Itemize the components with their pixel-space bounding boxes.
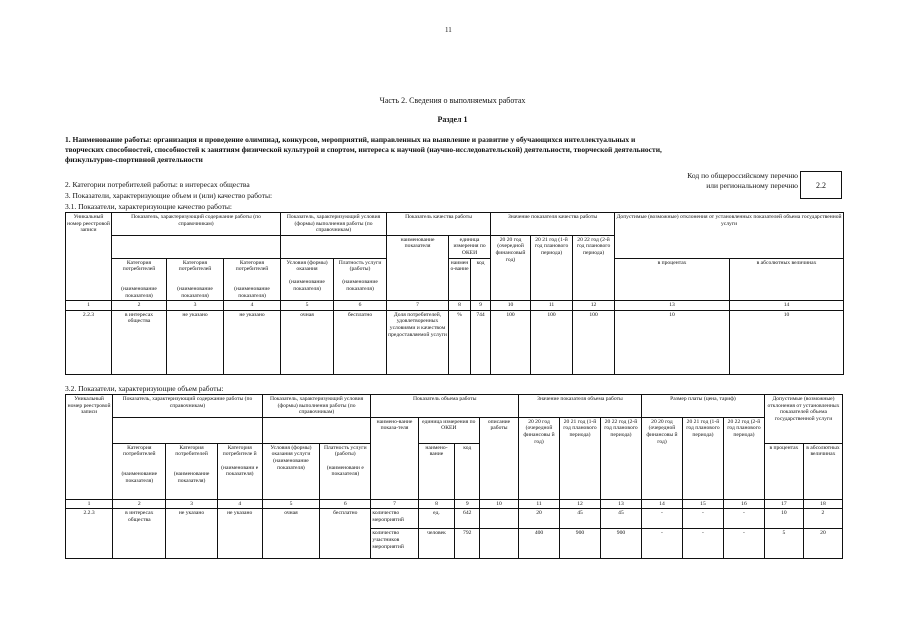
h2-cat3: Категория потребителе й (наименовани е показателя) xyxy=(217,443,262,499)
part-title: Часть 2. Сведения о выполняемых работах xyxy=(379,96,526,105)
h2-fee2: 20 21 год (1-й год планового периода) xyxy=(682,417,723,499)
volume-table xyxy=(65,394,843,559)
page-number: 11 xyxy=(445,26,452,34)
h2-fee1: 20 20 год (очередной финансовы й год) xyxy=(641,417,682,499)
h2-values: Значение показателя объема работы xyxy=(519,395,642,418)
h2-year2: 20 21 год (1-й год планового периода) xyxy=(560,417,601,499)
h2-cond1: Условия (формы) оказания услуги (наименование показателя) xyxy=(262,443,319,499)
h-cat1: Категория потребителей (наименование показателя) xyxy=(112,258,167,301)
h2-desc: описание работы xyxy=(480,417,519,499)
h2-content: Показатель, характеризующий содержание работы (по справочникам) xyxy=(113,395,263,418)
h-indicator-name: наименование показателя xyxy=(387,235,449,300)
column-numbers: 1 2 3 4 5 6 7 8 9 10 11 12 13 14 xyxy=(66,301,844,311)
code-label: Код по общероссийскому перечню или региональному перечню xyxy=(687,171,798,190)
h-unit-code: код xyxy=(471,258,491,301)
column-numbers-2: 1 2 3 4 5 6 7 8 9 10 11 12 13 14 15 16 17 18 xyxy=(66,499,843,509)
h-cat2: Категория потребителей (наименование показателя) xyxy=(167,258,224,301)
h-deviation: Допустимые (возможные) отклонения от установленных показателей объема государственной услуги xyxy=(615,213,844,259)
h2-unit: единица измерения по ОКЕИ xyxy=(418,417,479,443)
h-values: Значение показателя качества работы xyxy=(491,213,615,236)
indicators-heading: 3. Показатели, характеризующие объем и (или) качество работы: xyxy=(65,191,273,200)
h2-cond2: Платность услуги (работы) (наименовани е показателя) xyxy=(320,443,371,499)
h2-cat2: Категория потребителей (наименование показателя) xyxy=(166,443,217,499)
h-abs: в абсолютных величинах xyxy=(730,258,844,301)
h-quality: Показатель качества работы xyxy=(387,213,491,236)
h-unit-name: наимено-вание xyxy=(449,258,471,301)
consumer-categories: 2. Категории потребителей работы: в интересах общества xyxy=(65,180,250,189)
table-row: 2.2.3 в интересах общества не указано не указано очная бесплатно Доля потребителей, удовлетворенных условиями и качеством предоставляемой услуги % 744 100 100 100 10 10 xyxy=(66,310,844,374)
h-cat3: Категория потребителей (наименование показателя) xyxy=(224,258,281,301)
h2-year3: 20 22 год (2-й год планового периода) xyxy=(600,417,641,499)
section-title: Раздел 1 xyxy=(437,115,468,124)
h2-indicator-name: наимено-вание показа-теля xyxy=(371,417,418,499)
h-cond1: Условия (формы) оказания (наименование показателя) xyxy=(281,258,334,301)
h2-unique: Уникальный номер реестровой записи xyxy=(66,395,113,500)
h2-conditions: Показатель, характеризующий условия (формы) выполнения работы (по справочникам) xyxy=(262,395,371,418)
h2-unit-code: код xyxy=(455,443,480,499)
h2-volume: Показатель объема работы xyxy=(371,395,519,418)
h2-year1: 20 20 год (очередной финансовы й год) xyxy=(519,417,560,499)
work-name: 1. Наименование работы: организация и проведение олимпиад, конкурсов, мероприятий, направленных на выявление и развитие у обучающихся интеллектуальных и творческих способностей, способностей к занятиям физической культурой и спортом, интереса к научной (научно-исследовательской) деятельности, творческой деятельности, физкультурно-спортивной деятельности xyxy=(65,135,662,164)
table-row: количество участников мероприятий человек 792 400 900 900 - - - 5 20 xyxy=(66,529,843,559)
h2-fee3: 20 22 год (2-й год планового периода) xyxy=(723,417,764,499)
h-conditions: Показатель, характеризующий условия (формы) выполнения работы (по справочникам) xyxy=(281,213,387,236)
h2-cat1: Категория потребителей (наименование показателя) xyxy=(113,443,166,499)
h2-fee: Размер платы (цена, тариф) xyxy=(641,395,764,418)
h-content: Показатель, характеризующий содержание работы (по справочникам) xyxy=(112,213,281,236)
h-year1: 20 20 год (очередной финансовый год) xyxy=(491,235,531,300)
h-year2: 20 21 год (1-й год планового периода) xyxy=(531,235,573,300)
quality-table xyxy=(65,212,844,375)
h2-unit-name: наимено-вание xyxy=(418,443,455,499)
h-unique: Уникальный номер реестровой записи xyxy=(66,213,112,301)
code-box: 2.2 xyxy=(800,171,842,199)
volume-heading: 3.2. Показатели, характеризующие объем работы: xyxy=(65,384,224,393)
h2-pct: в процентах xyxy=(764,443,803,499)
h2-deviation: Допустимые (возможные) отклонения от установленных показателей объема государственной услуги xyxy=(764,395,842,444)
h-year3: 20 22 год (2-й год планового периода) xyxy=(573,235,615,300)
table-row: 2.2.3 в интересах общества не указано не указано очная бесплатно количество мероприятий ед. 642 20 45 45 - - - 10 2 xyxy=(66,509,843,529)
h-cond2: Платность услуги (работы) (наименование показателя) xyxy=(334,258,387,301)
h-unit: единица измерения по ОКЕИ xyxy=(449,235,491,258)
h2-abs: в абсолютных величинах xyxy=(803,443,842,499)
h-pct: в процентах xyxy=(615,258,730,301)
quality-heading: 3.1. Показатели, характеризующие качество работы: xyxy=(65,202,232,211)
